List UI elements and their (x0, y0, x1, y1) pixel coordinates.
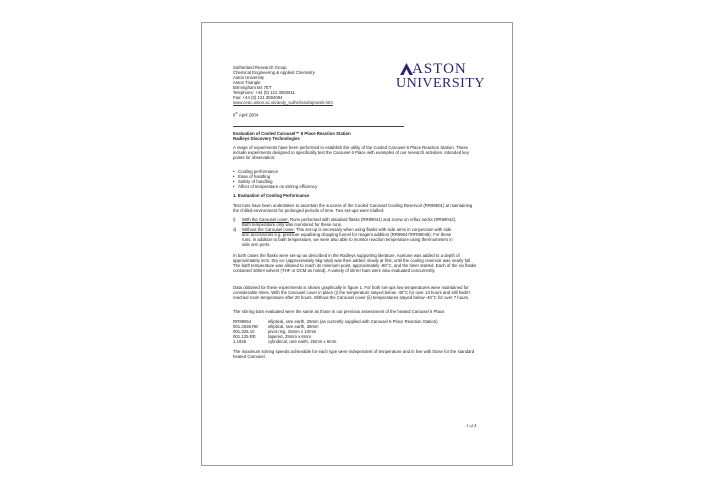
setup-item-text: side arm ports. (242, 242, 271, 247)
letter-date: 6th April 2004 (233, 111, 259, 118)
setup-item: Without the Carousel cover. This set-up is necessary when using flasks with side arms in conjunction with side (242, 227, 452, 232)
part-description: elliptical, rare earth, 25mm (as currently supplied with Carousel 6 Place Reaction Station) (268, 319, 438, 324)
address-line: Sutherland Research Group (233, 65, 287, 70)
list-item: • Ease of handling (233, 174, 271, 179)
section-heading: 1. Evaluation of Cooling Performance (233, 193, 310, 198)
part-description: tapered, 25mm x 6mm (268, 334, 311, 339)
list-item: • Safety of handling (233, 179, 273, 184)
intro-paragraph: A range of experiments have been performed to establish the utility of the Cooled Carousel 6 Place Reaction Station. These include experiments designed to specifically test the Carousel 6 Place with examples of our research activities. Intended key points for observation: (233, 145, 469, 160)
setup-item-text: arm accessories e.g. pressure equalising dropping funnel for reagent addition (RR99047/RR99048). For these (242, 232, 452, 237)
logo-text-university: UNIVERSITY (396, 76, 485, 91)
part-code: RR99064 (233, 319, 252, 324)
document-page (201, 22, 513, 466)
part-code: 001.125.RE (233, 334, 256, 339)
paragraph: The maximum stirring speeds achievable for each type were independent of temperature and in line with those for the standard heated Carousel. (233, 349, 475, 359)
setup-item: With the Carousel cover. Runs performed with standard flasks (RR99041) and screw on reflux necks (RR99042). (242, 217, 457, 222)
part-code: 001.2638.RE (233, 324, 259, 329)
setup-item-text: Bath temperature only was monitored for these runs. (242, 222, 343, 227)
aston-university-logo (396, 61, 488, 101)
paragraph: Test runs have been undertaken to ascertain the success of the Cooled Carousel Cooling Reservoir (RR99501) at maintaining the chilled environment for prolonged periods of time. Two set-ups were trialled: (233, 203, 473, 213)
address-line: Chemical Engineering & Applied Chemistry (233, 70, 315, 75)
list-item: • Affect of temperature on stirring efficiency (233, 184, 318, 189)
setup-number: i) (233, 217, 236, 222)
document-subtitle: Radleys Discovery Technologies (233, 136, 300, 141)
address-line: Birmingham B4 7ET (233, 85, 272, 90)
header-divider (233, 126, 404, 127)
paragraph: Data obtained for these experiments is shown graphically in figure 1. For both set-ups low temperatures were maintained for considerable times. With the Carousel cover in place (i) the temperature stayed below -40°C for over 13 hours and still hadn't reached room temperature after 20 hours. Without the Carousel cover (ii) temperatures stayed below -40°C for over 7 hours. (233, 285, 471, 300)
part-code: 001.325.10 (233, 329, 255, 334)
part-description: pivot ring, 25mm x 10mm (268, 329, 317, 334)
logo-text-aston: ASTON (412, 61, 467, 77)
address-website-link[interactable]: www.ceac.aston.ac.uk/andy_sutherland/apsweb.htm (233, 100, 333, 105)
paragraph: In both cases the flasks were set-up as described in the Radleys supporting literature. Acetone was added to a depth of approximately 2cm. Dry ice (approximately 5kg total) was then added, slowly at first, until the cooling reservoir was nearly full. The bath temperature was allowed to reach its minimum point, approximately -80°C, and the timer started. Each of the six flasks contained 100ml solvent (THF or DCM as noted). A variety of stirrer bars were also evaluated concurrently. (233, 253, 477, 273)
page-number: 1 of 4 (466, 423, 477, 428)
address-line: Telephone: +44 (0) 121 3593611 (233, 90, 295, 95)
address-line: Aston University (233, 75, 265, 80)
part-description: cylindrical, rare earth, 25mm x 6mm. (268, 339, 338, 344)
setup-item-text: runs, in addition to bath temperature, we were also able to monitor reaction temperature using thermometers in (242, 237, 453, 242)
address-line: Aston Triangle (233, 80, 261, 85)
document-title: Evaluation of Cooled Carousel™ 6 Place Reaction Station (233, 131, 351, 136)
address-line: Fax: +44 (0) 121 3594094 (233, 95, 283, 100)
setup-number: ii) (233, 227, 237, 232)
list-item: • Cooling performance (233, 169, 278, 174)
paragraph: The stirring bars evaluated were the same as those in our previous assessment of the heated Carousel 6 Place. (233, 309, 446, 314)
part-description: elliptical, rare earth, 38mm (268, 324, 319, 329)
part-code: 1.1925 (233, 339, 247, 344)
